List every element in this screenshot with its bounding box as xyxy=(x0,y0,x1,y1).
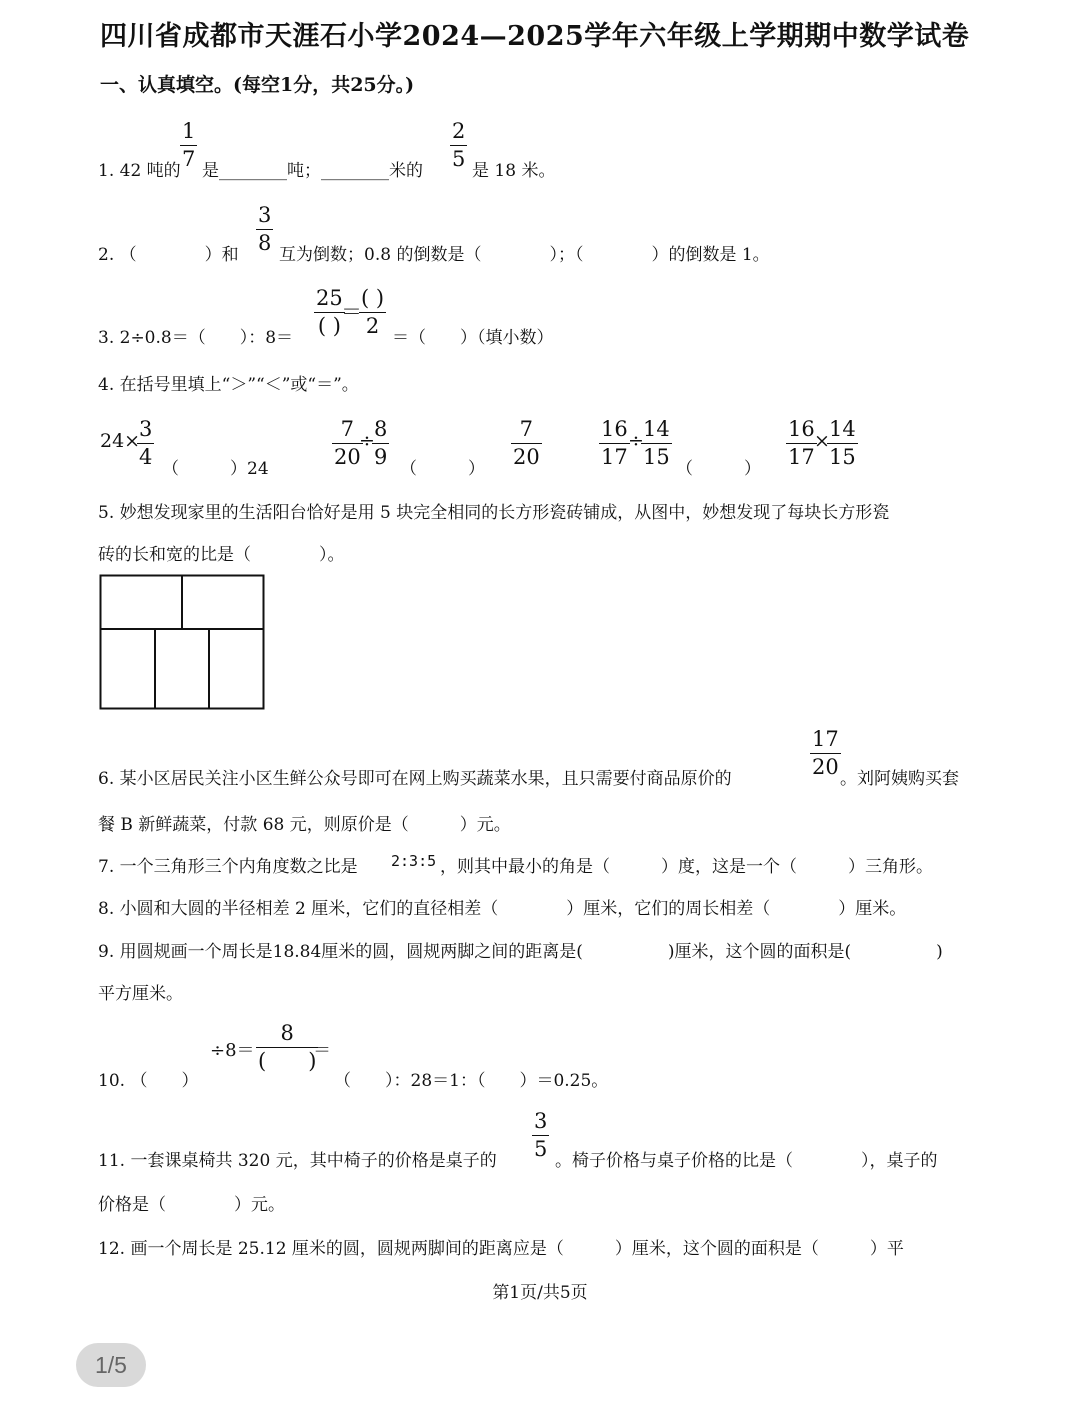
q4-e2-fraction-3 xyxy=(511,419,542,468)
q11-line-2: 价格是（ ）元。 xyxy=(98,1195,285,1215)
q1-fraction-1 xyxy=(180,121,197,170)
q3-equals: ＝ xyxy=(341,300,362,324)
q1-text-b: 是________吨；________米的 xyxy=(202,161,423,181)
q6-line-2: 餐 B 新鲜蔬菜，付款 68 元，则原价是（ ）元。 xyxy=(98,815,511,835)
denominator: 4 xyxy=(139,445,153,469)
q10-text-b: （ ）：28＝1：（ ）＝0.25。 xyxy=(334,1071,609,1091)
q4-e3-post: （ ） xyxy=(676,459,761,479)
q11-fraction xyxy=(532,1111,549,1160)
q2-text-a: 2. （ ）和 xyxy=(98,245,239,265)
q4-e2-post: （ ） xyxy=(400,459,485,479)
q12-text: 12. 画一个周长是 25.12 厘米的圆，圆规两脚间的距离应是（ ）厘米，这个圆的面积是（ ）平 xyxy=(98,1239,904,1259)
q9-line-2: 平方厘米。 xyxy=(98,984,183,1004)
q9-line-1: 9. 用圆规画一个周长是18.84厘米的圆，圆规两脚之间的距离是( )厘米，这个圆的面积是( ) xyxy=(98,942,943,962)
q10-divide: ÷8＝ xyxy=(210,1040,255,1061)
q11-text-b: 。椅子价格与桌子价格的比是（ ），桌子的 xyxy=(555,1151,938,1171)
q4-e3-fraction-2 xyxy=(641,419,672,468)
q6-fraction xyxy=(810,729,841,778)
numerator: 14 xyxy=(829,417,856,441)
q3-fraction-2 xyxy=(359,288,386,337)
denominator: 20 xyxy=(334,445,361,469)
numerator: 7 xyxy=(340,417,355,441)
q1-fraction-2 xyxy=(450,121,467,170)
denominator: 15 xyxy=(829,445,856,469)
q4-e4-fraction-2 xyxy=(827,419,858,468)
denominator: 17 xyxy=(601,445,628,469)
denominator: 5 xyxy=(534,1137,548,1161)
q1-text-a: 1. 42 吨的 xyxy=(98,161,181,181)
numerator: 16 xyxy=(601,417,628,441)
q6-text-a: 6. 某小区居民关注小区生鲜公众号即可在网上购买蔬菜水果，且只需要付商品原价的 xyxy=(98,769,732,789)
numerator: 7 xyxy=(519,417,534,441)
q7-text-a: 7. 一个三角形三个内角度数之比是 xyxy=(98,857,358,877)
q6-text-b: 。刘阿姨购买套 xyxy=(840,769,959,789)
section-heading: 一、认真填空。(每空1分，共25分。) xyxy=(100,74,415,96)
numerator: 17 xyxy=(812,727,839,751)
page-footer: 第1页/共5页 xyxy=(492,1283,588,1303)
numerator: 16 xyxy=(788,417,815,441)
denominator: 9 xyxy=(374,445,388,469)
numerator: 3 xyxy=(534,1109,548,1133)
q4-e1-fraction xyxy=(137,419,154,468)
q11-text-a: 11. 一套课桌椅共 320 元，其中椅子的价格是桌子的 xyxy=(98,1151,497,1171)
denominator: 7 xyxy=(182,147,196,171)
q4-e1-pre: 24× xyxy=(100,430,141,452)
q10-fraction xyxy=(256,1023,318,1072)
q2-text-b: 互为倒数；0.8 的倒数是（ ）；（ ）的倒数是 1。 xyxy=(279,245,770,265)
denominator: 8 xyxy=(258,231,272,255)
numerator: 3 xyxy=(139,417,153,441)
exam-title: 四川省成都市天涯石小学2024—2025学年六年级上学期期中数学试卷 xyxy=(100,21,970,52)
page-indicator[interactable]: 1/5 xyxy=(76,1343,146,1387)
q2-fraction xyxy=(256,205,273,254)
q4-e2-fraction-2 xyxy=(372,419,389,468)
denominator: 20 xyxy=(513,445,540,469)
denominator: ( ) xyxy=(314,312,345,337)
q7-ratio: 2:3:5 xyxy=(391,852,437,870)
numerator: 14 xyxy=(643,417,670,441)
denominator: 20 xyxy=(812,755,839,779)
q5-line-2: 砖的长和宽的比是（ ）。 xyxy=(98,545,345,565)
denominator: 5 xyxy=(452,147,466,171)
numerator: 25 xyxy=(316,286,343,310)
q1-text-c: 是 18 米。 xyxy=(472,161,556,181)
denominator: 17 xyxy=(788,445,815,469)
q4-e1-post: （ ）24 xyxy=(162,459,269,479)
q4-e3-fraction-1 xyxy=(599,419,630,468)
numerator: ( ) xyxy=(361,286,385,310)
q10-equals: ＝ xyxy=(313,1040,331,1061)
q4-e4-op: × xyxy=(814,430,830,452)
q4-e4-fraction-1 xyxy=(786,419,817,468)
denominator: 15 xyxy=(643,445,670,469)
denominator: 2 xyxy=(359,312,386,337)
q4-text: 4. 在括号里填上“＞”“＜”或“＝”。 xyxy=(98,375,359,395)
q3-text-b: ＝（ ）（填小数） xyxy=(392,328,554,348)
denominator: ( ) xyxy=(258,1049,317,1073)
q4-e3-op: ÷ xyxy=(628,430,644,452)
tile-diagram xyxy=(99,574,267,712)
q3-text-a: 3. 2÷0.8＝（ ）：8＝ xyxy=(98,328,294,348)
q10-text-a: 10. （ ） xyxy=(98,1071,199,1091)
numerator: 1 xyxy=(182,119,196,143)
numerator: 3 xyxy=(258,203,272,227)
numerator: 8 xyxy=(280,1021,294,1045)
q5-line-1: 5. 妙想发现家里的生活阳台恰好是用 5 块完全相同的长方形瓷砖铺成，从图中，妙想发现了每块长方形瓷 xyxy=(98,503,890,523)
q4-e2-op: ÷ xyxy=(359,430,375,452)
numerator: 8 xyxy=(374,417,388,441)
numerator: 2 xyxy=(452,119,466,143)
q8-text: 8. 小圆和大圆的半径相差 2 厘米，它们的直径相差（ ）厘米，它们的周长相差（ ）厘米。 xyxy=(98,899,907,919)
q7-text-b: ，则其中最小的角是（ ）度，这是一个（ ）三角形。 xyxy=(440,857,933,877)
